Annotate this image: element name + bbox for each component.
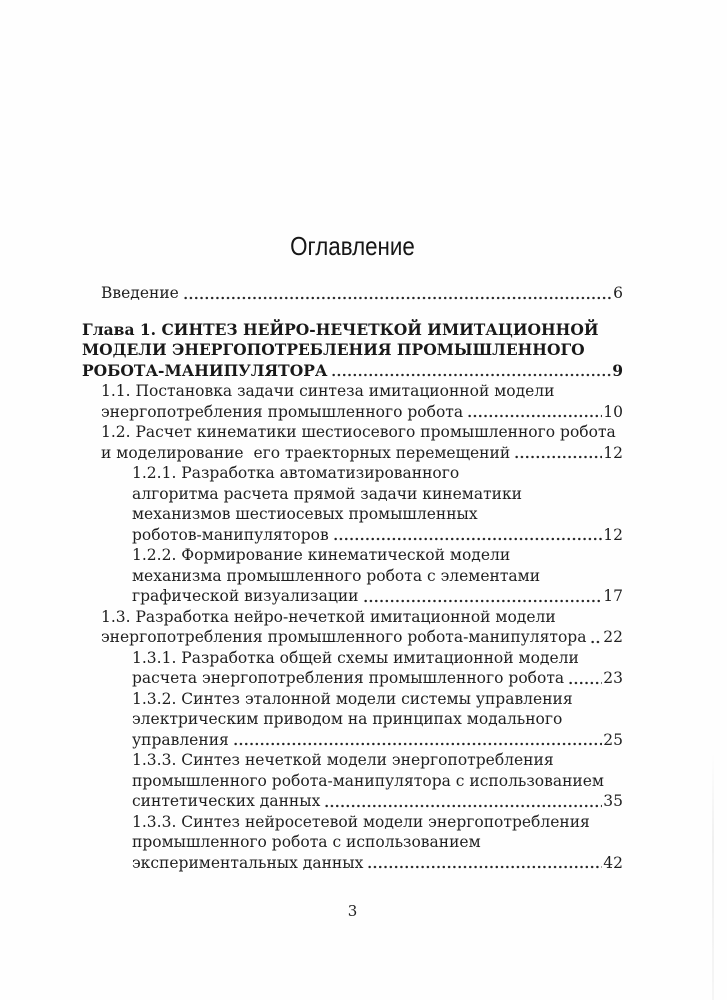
toc-entry-text: энергопотребления промышленного робота-манипулятора [101, 628, 587, 646]
toc-entry [82, 381, 623, 422]
leader-dots [589, 627, 602, 648]
toc-entry-lastline [132, 668, 623, 689]
page-ref: 25 [603, 730, 623, 749]
page-ref: 9 [612, 360, 623, 380]
page-ref: 23 [603, 669, 623, 687]
toc-entry-line: промышленного робота с использованием [132, 833, 481, 851]
toc-entry [82, 750, 623, 812]
toc-entry-line: алгоритма расчета прямой задачи кинематики [132, 484, 523, 503]
toc-entry-lastline [132, 525, 623, 546]
toc-entry [82, 648, 623, 689]
toc-entry [82, 545, 623, 607]
toc-entry-line: 1.2.1. Разработка автоматизированного [132, 464, 460, 482]
leader-dots [466, 402, 602, 423]
toc-entry-line: 1.3.1. Разработка общей схемы имитационной модели [132, 648, 579, 667]
page-title: Оглавление [290, 231, 415, 261]
toc-entry-lastline [101, 283, 623, 304]
page-ref: 10 [603, 402, 623, 421]
toc-entry-line: 1.3.2. Синтез эталонной модели системы управления [132, 689, 573, 708]
page-ref: 22 [603, 628, 623, 646]
folio-page-number: 3 [347, 902, 358, 920]
toc-entry-text: экспериментальных данных [132, 853, 364, 872]
leader-dots [182, 283, 612, 304]
toc-entry [82, 607, 623, 648]
toc-content [82, 231, 623, 873]
toc-entry-text: расчета энергопотребления промышленного робота [132, 669, 565, 687]
toc-entry-line: 1.3. Разработка нейро-нечеткой имитационной модели [101, 607, 556, 626]
toc-entry-lastline [132, 586, 623, 607]
toc-entry-line: Глава 1. СИНТЕЗ НЕЙРО-НЕЧЕТКОЙ ИМИТАЦИОННОЙ [82, 319, 599, 339]
toc-entry-line: механизма промышленного робота с элементами [132, 566, 541, 585]
leader-dots [567, 668, 602, 689]
toc-entry-lastline [82, 361, 623, 382]
toc-entry-text: графической визуализации [132, 587, 359, 605]
toc-entry-lastline [101, 627, 623, 648]
leader-dots [330, 361, 611, 382]
toc-entry-text: синтетических данных [132, 792, 321, 810]
toc-list [82, 283, 623, 873]
toc-entry [82, 689, 623, 751]
scan-edge-shadow [712, 752, 714, 1000]
toc-entry-text: и моделирование его траекторных перемещений [101, 443, 511, 462]
toc-entry [82, 422, 623, 463]
toc-entry-text: управления [132, 730, 229, 749]
toc-entry-lastline [132, 730, 623, 751]
leader-dots [362, 586, 603, 607]
toc-entry-lastline [101, 443, 623, 464]
toc-entry-lastline [132, 853, 623, 874]
leader-dots [232, 730, 602, 751]
toc-entry [82, 812, 623, 874]
page-ref: 12 [603, 525, 623, 544]
leader-dots [332, 525, 603, 546]
toc-entry [82, 463, 623, 545]
toc-entry-line: электрическим приводом на принципах модального [132, 710, 563, 728]
toc-entry-lastline [101, 402, 623, 423]
toc-entry-line: промышленного робота-манипулятора с использованием [132, 771, 604, 790]
toc-entry [82, 320, 623, 382]
leader-dots [513, 443, 602, 464]
leader-dots [323, 791, 602, 812]
toc-entry-line: механизмов шестиосевых промышленных [132, 505, 478, 523]
leader-dots [366, 853, 602, 874]
toc-entry-line: МОДЕЛИ ЭНЕРГОПОТРЕБЛЕНИЯ ПРОМЫШЛЕННОГО [82, 340, 585, 359]
page-ref: 35 [603, 792, 623, 810]
toc-entry-line: 1.1. Постановка задачи синтеза имитационной модели [101, 382, 555, 400]
toc-entry-text: энергопотребления промышленного робота [101, 402, 464, 421]
toc-entry-lastline [132, 791, 623, 812]
toc-entry [82, 283, 623, 304]
toc-entry-line: 1.2.2. Формирование кинематической модели [132, 546, 511, 564]
page-ref: 17 [603, 587, 623, 605]
toc-entry-line: 1.3.3. Синтез нейросетевой модели энергопотребления [132, 812, 590, 831]
toc-entry-line: 1.2. Расчет кинематики шестиосевого промышленного робота [101, 423, 616, 441]
toc-entry-text: РОБОТА-МАНИПУЛЯТОРА [82, 360, 328, 380]
page-ref: 6 [613, 284, 623, 302]
toc-entry-line: 1.3.3. Синтез нечеткой модели энергопотребления [132, 751, 554, 769]
page-ref: 12 [603, 443, 623, 462]
toc-entry-text: роботов-манипуляторов [132, 525, 329, 544]
toc-entry-text: Введение [101, 284, 179, 302]
page-ref: 42 [603, 853, 623, 872]
